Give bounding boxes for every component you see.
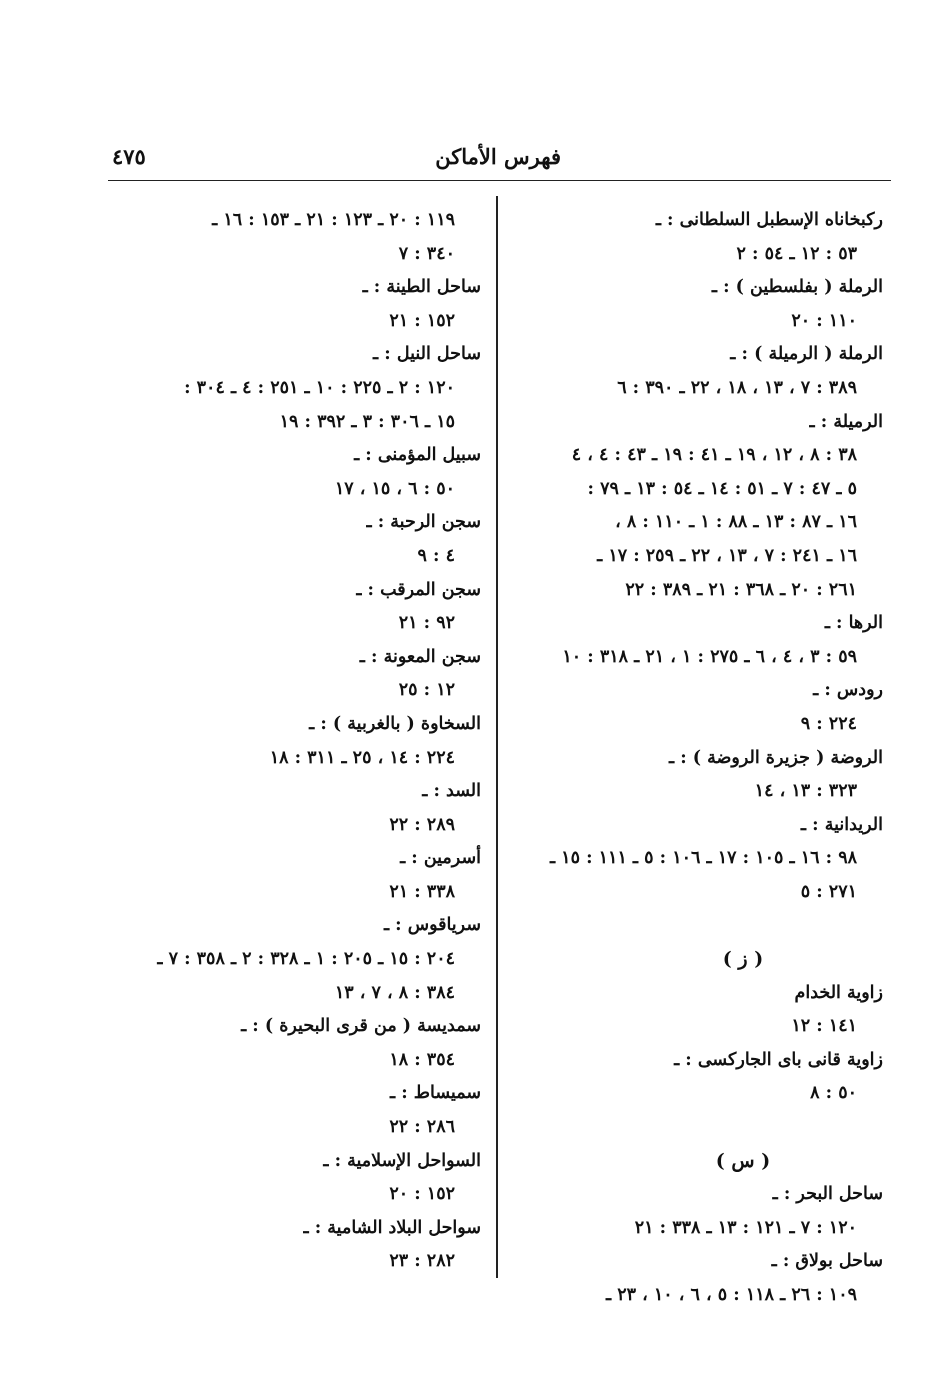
page-references: ٥٠ : ٨ <box>810 1083 857 1104</box>
page-references: ٣٢٣ : ١٣ ، ١٤ <box>754 781 857 802</box>
index-entry: السد : ـ <box>422 781 481 802</box>
index-entry: السواحل الإسلامية : ـ <box>323 1150 481 1171</box>
page-references: ٩٨ : ١٦ ـ ١٠٥ : ١٧ ـ ١٠٦ : ٥ ـ ١١١ : ١٥ ـ <box>549 848 857 869</box>
index-entry: ساحل الطينة : ـ <box>362 277 481 298</box>
index-entry: ساحل بولاق : ـ <box>771 1251 883 1272</box>
page-references: ١٥٢ : ٢٠ <box>389 1184 455 1205</box>
page-references: ٢٠٤ : ١٥ ـ ٢٠٥ : ١ ـ ٣٢٨ : ٢ ـ ٣٥٨ : ٧ ـ <box>157 949 455 970</box>
page-references: ٣٨ : ٨ ، ١٢ ، ١٩ ـ ٤١ : ١٩ ـ ٤٣ : ٤ ، ٤ <box>571 445 857 466</box>
page-references: ١٥ ـ ٣٠٦ : ٣ ـ ٣٩٢ : ١٩ <box>279 411 455 432</box>
page-references: ٥٣ : ١٢ ـ ٥٤ : ٢ <box>736 243 857 264</box>
page-references: ١٠٩ : ٢٦ ـ ١١٨ : ٥ ، ٦ ، ١٠ ، ٢٣ ـ <box>605 1285 857 1305</box>
spacer <box>483 909 883 943</box>
index-entry: زاوية الخدام <box>794 982 883 1003</box>
index-entry: الرها : ـ <box>824 613 883 634</box>
page-references: ١٦ ـ ٨٧ : ١٣ ـ ٨٨ : ١ ـ ١١٠ : ٨ ، <box>615 512 857 533</box>
page-number: ٤٧٥ <box>112 144 146 169</box>
index-column-right <box>483 204 883 1313</box>
index-entry: سجن المعونة : ـ <box>359 646 481 667</box>
page-references: ٣٨٤ : ٨ ، ٧ ، ١٣ <box>334 982 455 1003</box>
index-entry: السخاوة ( بالغربية ) : ـ <box>309 713 481 734</box>
index-entry: زاوية قانى باى الجاركسى : ـ <box>674 1049 883 1070</box>
index-entry: أسرمين : ـ <box>400 848 481 869</box>
index-entry: سبيل المؤمنى : ـ <box>354 445 481 466</box>
page-references: ٢٨٩ : ٢٢ <box>389 814 455 835</box>
index-entry: الريدانية : ـ <box>800 814 883 835</box>
page-references: ١٤١ : ١٢ <box>791 1016 857 1037</box>
page-references: ٣٥٤ : ١٨ <box>389 1049 455 1070</box>
page-references: ١٥٢ : ٢١ <box>389 310 455 331</box>
index-entry: الرملة ( الرميلة ) : ـ <box>730 344 883 365</box>
page-references: ١٢٠ : ٧ ـ ١٢١ : ١٣ ـ ٣٣٨ : ٢١ <box>634 1217 857 1238</box>
index-entry: الرميلة : ـ <box>809 411 883 432</box>
page-references: ٣٤٠ : ٧ <box>398 243 455 264</box>
page-references: ٩٢ : ٢١ <box>398 613 455 634</box>
index-entry: الروضة ( جزيرة الروضة ) : ـ <box>669 747 883 768</box>
page-references: ٢٨٢ : ٢٣ <box>389 1251 455 1272</box>
page-references: ٤ : ٩ <box>417 545 455 566</box>
page-references: ١١٠ : ٢٠ <box>791 310 857 331</box>
page-references: ١٢٠ : ٢ ـ ٢٢٥ : ١٠ ـ ٢٥١ : ٤ ـ ٣٠٤ : <box>184 377 455 398</box>
section-letter: ( ز ) <box>722 948 764 971</box>
page-references: ٢٦١ : ٢٠ ـ ٣٦٨ : ٢١ ـ ٣٨٩ : ٢٢ <box>625 579 857 600</box>
page-references: ٣٨٩ : ٧ ، ١٣ ، ١٨ ، ٢٢ ـ ٣٩٠ : ٦ <box>617 377 857 398</box>
index-entry: سجن الرحبة : ـ <box>366 512 481 533</box>
index-entry: الرملة ( بفلسطين ) : ـ <box>711 277 883 298</box>
index-entry: سمديسة ( من قرى البحيرة ) : ـ <box>241 1016 481 1037</box>
page-header <box>108 144 891 181</box>
page-title: فهرس الأماكن <box>435 144 561 169</box>
index-column-left <box>111 204 481 1279</box>
page-references: ٥٠ : ٦ ، ١٥ ، ١٧ <box>334 478 455 499</box>
page-references: ١٢ : ٢٥ <box>398 680 455 701</box>
index-entry: سواحل البلاد الشامية : ـ <box>303 1217 481 1238</box>
page-references: ٢٢٤ : ١٤ ، ٢٥ ـ ٣١١ : ١٨ <box>269 747 455 768</box>
page-references: ٢٨٦ : ٢٢ <box>389 1117 455 1138</box>
index-entry: ساحل البحر : ـ <box>772 1184 883 1205</box>
page-references: ٣٣٨ : ٢١ <box>389 881 455 902</box>
index-entry: رودس : ـ <box>813 680 883 701</box>
page-references: ١١٩ : ٢٠ ـ ١٢٣ : ٢١ ـ ١٥٣ : ١٦ ـ <box>212 210 455 230</box>
page-references: ٥٩ : ٣ ، ٤ ، ٦ ـ ٢٧٥ : ١ ، ٢١ ـ ٣١٨ : ١٠ <box>562 646 857 667</box>
index-entry: سرياقوس : ـ <box>383 915 481 936</box>
index-entry: ركبخاناه الإسطبل السلطانى : ـ <box>655 210 883 230</box>
page-references: ٢٢٤ : ٩ <box>800 713 857 734</box>
index-entry: سميساط : ـ <box>390 1083 481 1104</box>
index-entry: سجن المرقب : ـ <box>356 579 481 600</box>
spacer <box>483 1111 883 1145</box>
page-references: ٥ ـ ٤٧ : ٧ ـ ٥١ : ١٤ ـ ٥٤ : ١٣ ـ ٧٩ : <box>587 478 857 499</box>
index-entry: ساحل النيل : ـ <box>373 344 481 365</box>
page-references: ٢٧١ : ٥ <box>800 881 857 902</box>
page-references: ١٦ ـ ٢٤١ : ٧ ، ١٣ ، ٢٢ ـ ٢٥٩ : ١٧ ـ <box>597 545 857 566</box>
section-letter: ( س ) <box>715 1149 771 1172</box>
